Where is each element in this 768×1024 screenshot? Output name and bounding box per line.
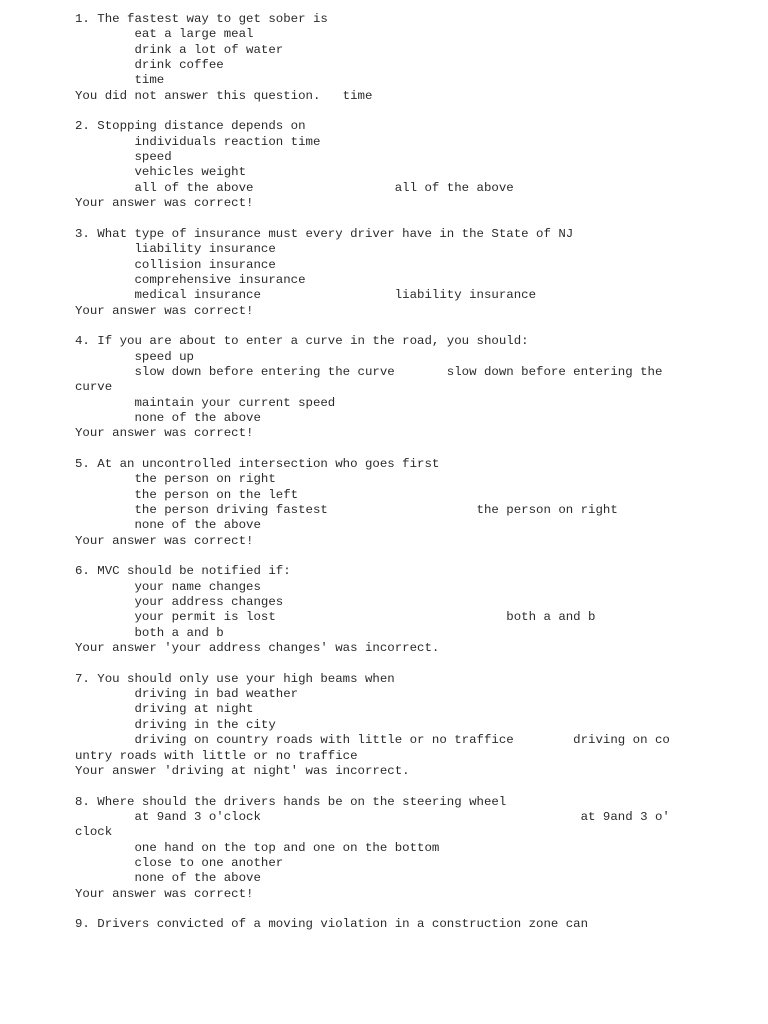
text-line: time: [75, 73, 165, 88]
text-line: one hand on the top and one on the bottom: [75, 840, 440, 855]
text-line: none of the above: [75, 871, 261, 886]
text-line: speed up: [75, 349, 194, 364]
text-line: 1. The fastest way to get sober is: [75, 12, 328, 26]
blank-line: [75, 779, 670, 794]
text-line: curve: [75, 380, 113, 395]
text-line: clock: [75, 825, 113, 840]
text-line: individuals reaction time: [75, 134, 321, 149]
text-line: 5. At an uncontrolled intersection who goes first: [75, 456, 440, 471]
text-line: Your answer was correct!: [75, 303, 254, 318]
text-line: at 9and 3 o'clock at 9and 3 o': [75, 809, 670, 824]
text-line: speed: [75, 150, 172, 165]
text-line: 6. MVC should be notified if:: [75, 564, 291, 579]
text-line: your name changes: [75, 579, 261, 594]
text-line: Your answer 'your address changes' was incorrect.: [75, 641, 440, 656]
text-line: driving on country roads with little or no traffice driving on co: [75, 733, 670, 748]
text-line: 7. You should only use your high beams when: [75, 671, 395, 686]
text-line: Your answer 'driving at night' was incorrect.: [75, 763, 410, 778]
blank-line: [75, 902, 670, 917]
blank-line: [75, 549, 670, 564]
text-line: comprehensive insurance: [75, 272, 306, 287]
text-line: drink coffee: [75, 58, 224, 73]
text-line: your address changes: [75, 595, 284, 610]
text-line: Your answer was correct!: [75, 533, 254, 548]
text-line: liability insurance: [75, 242, 276, 257]
text-line: maintain your current speed: [75, 395, 336, 410]
text-line: the person on right: [75, 472, 276, 487]
text-line: Your answer was correct!: [75, 426, 254, 441]
text-line: collision insurance: [75, 257, 276, 272]
text-line: driving at night: [75, 702, 254, 717]
text-line: Your answer was correct!: [75, 886, 254, 901]
text-line: 3. What type of insurance must every driver have in the State of NJ: [75, 226, 574, 241]
text-line: medical insurance liability insurance: [75, 288, 537, 303]
text-line: drink a lot of water: [75, 42, 284, 57]
blank-line: [75, 319, 670, 334]
text-line: 2. Stopping distance depends on: [75, 119, 306, 134]
text-line: both a and b: [75, 625, 224, 640]
text-line: close to one another: [75, 855, 284, 870]
blank-line: [75, 656, 670, 671]
text-line: You did not answer this question. time: [75, 88, 373, 103]
text-line: eat a large meal: [75, 27, 254, 42]
blank-line: [75, 104, 670, 119]
text-line: the person on the left: [75, 487, 299, 502]
text-line: driving in the city: [75, 717, 276, 732]
quiz-results-document: [75, 12, 670, 933]
text-line: 9. Drivers convicted of a moving violation in a construction zone can: [75, 917, 589, 932]
text-line: none of the above: [75, 518, 261, 533]
text-line: vehicles weight: [75, 165, 247, 180]
text-line: driving in bad weather: [75, 687, 299, 702]
text-line: 4. If you are about to enter a curve in the road, you should:: [75, 334, 529, 349]
text-line: untry roads with little or no traffice: [75, 748, 358, 763]
blank-line: [75, 211, 670, 226]
text-line: the person driving fastest the person on right: [75, 503, 618, 517]
text-line: none of the above: [75, 410, 261, 425]
blank-line: [75, 442, 670, 457]
text-line: 8. Where should the drivers hands be on the steering wheel: [75, 794, 507, 809]
text-line: all of the above all of the above: [75, 180, 514, 195]
text-line: your permit is lost both a and b: [75, 610, 596, 625]
text-line: Your answer was correct!: [75, 196, 254, 211]
text-line: slow down before entering the curve slow down before entering the: [75, 364, 663, 379]
